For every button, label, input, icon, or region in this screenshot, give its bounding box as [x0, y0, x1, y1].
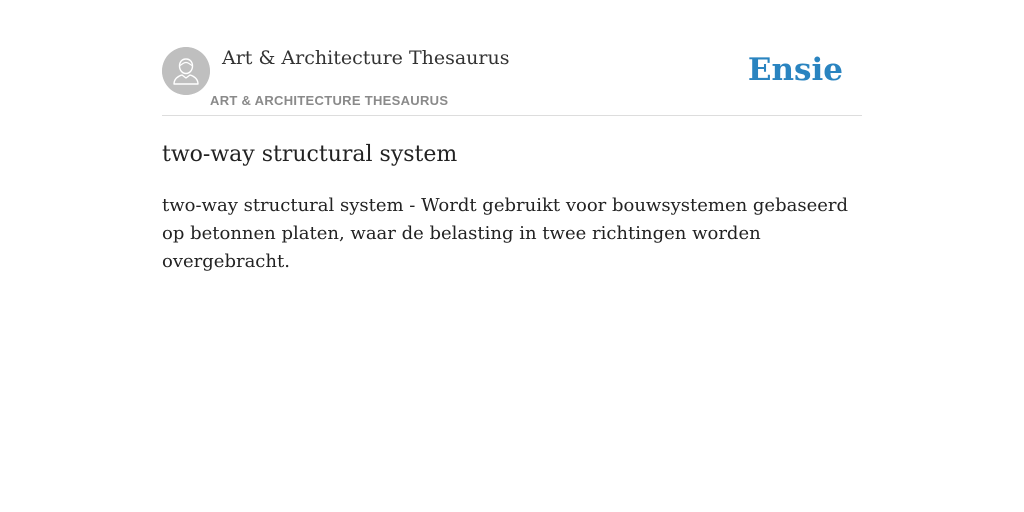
author-name[interactable]: Art & Architecture Thesaurus — [222, 47, 510, 69]
header — [162, 0, 862, 116]
user-avatar-icon[interactable] — [162, 47, 210, 95]
term-title: two-way structural system — [162, 142, 458, 167]
person-outline-icon — [162, 47, 210, 95]
definition-text: two-way structural system - Wordt gebruikt voor bouwsystemen gebaseerd op betonnen platen, waar de belasting in twee richtingen worden overgebracht. — [162, 195, 849, 272]
brand-logo[interactable]: Ensie — [747, 52, 843, 88]
source-label[interactable]: ART & ARCHITECTURE THESAURUS — [210, 93, 449, 108]
